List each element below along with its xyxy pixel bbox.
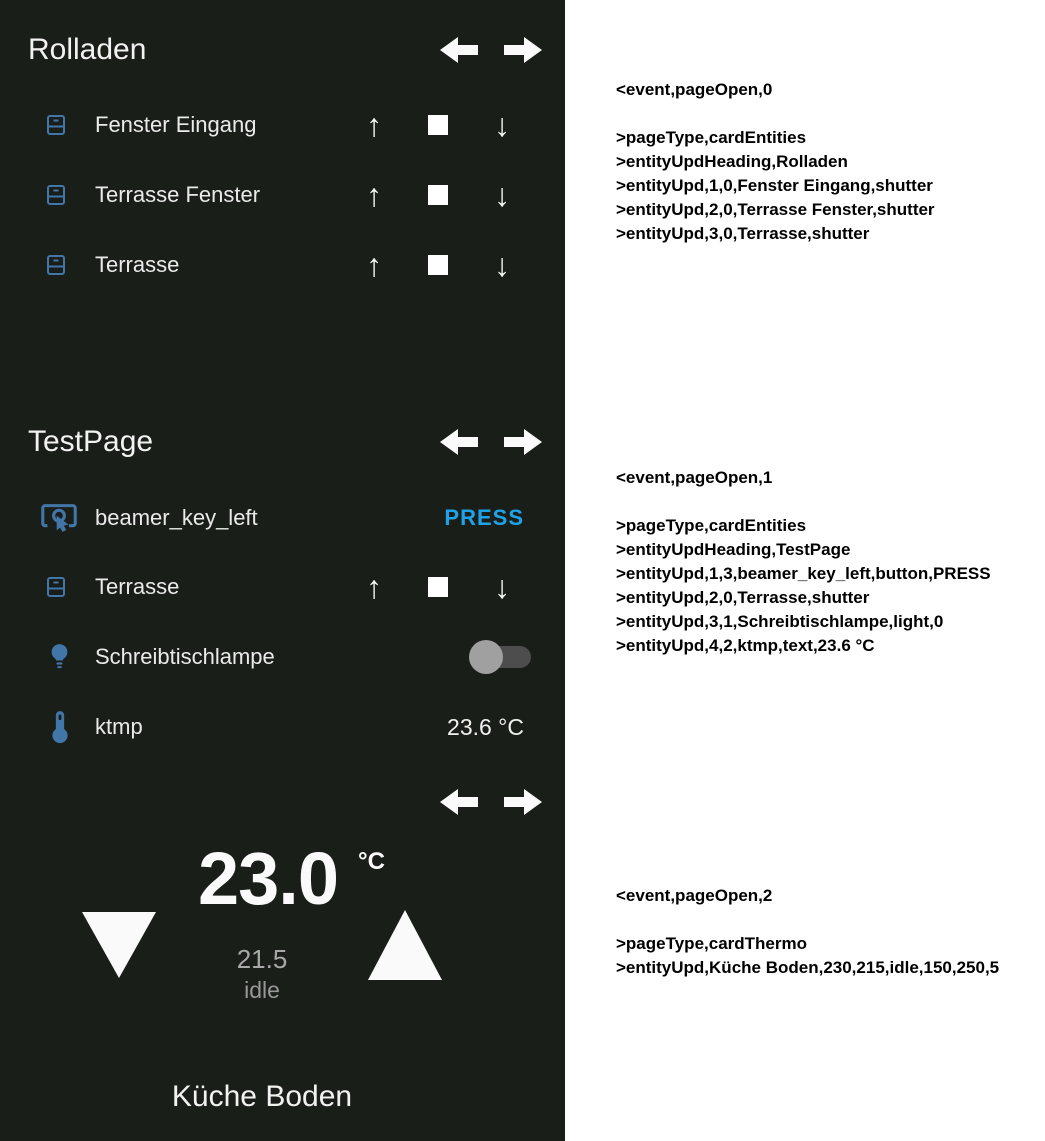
- shutter-up-button[interactable]: ↑: [366, 569, 382, 605]
- lightbulb-icon: [46, 640, 73, 673]
- protocol-line: [616, 102, 935, 126]
- shutter-stop-button[interactable]: [428, 255, 448, 275]
- temperature-unit: °C: [358, 848, 385, 875]
- entity-row: [0, 173, 565, 217]
- protocol-line: >entityUpd,Küche Boden,230,215,idle,150,250,5: [616, 958, 1000, 977]
- arrow-left-icon: [440, 35, 478, 65]
- entity-label: Terrasse: [95, 574, 180, 599]
- protocol-line: [616, 908, 999, 932]
- protocol-line: >entityUpd,1,3,beamer_key_left,button,PRESS: [616, 564, 991, 583]
- protocol-line: <event,pageOpen,1: [616, 468, 773, 487]
- entity-row: [0, 635, 565, 679]
- protocol-line: >pageType,cardEntities: [616, 516, 807, 535]
- protocol-line: >entityUpd,1,0,Fenster Eingang,shutter: [616, 176, 933, 195]
- protocol-line: >entityUpd,3,0,Terrasse,shutter: [616, 224, 870, 243]
- shutter-stop-button[interactable]: [428, 577, 448, 597]
- protocol-line: >pageType,cardThermo: [616, 934, 807, 953]
- toggle-switch[interactable]: [469, 640, 531, 674]
- shutter-icon: [44, 250, 68, 280]
- thermometer-icon: [50, 709, 70, 745]
- shutter-up-button[interactable]: ↑: [366, 107, 382, 143]
- protocol-line: >entityUpd,2,0,Terrasse Fenster,shutter: [616, 200, 935, 219]
- nav-left-button[interactable]: [440, 427, 478, 457]
- protocol-block-page0: [616, 78, 935, 246]
- toggle-knob: [469, 640, 503, 674]
- entity-row: [0, 705, 565, 749]
- nav-right-button[interactable]: [504, 427, 542, 457]
- nav-right-button[interactable]: [504, 787, 542, 817]
- target-temperature: 21.5: [236, 944, 288, 974]
- arrow-left-icon: [440, 787, 478, 817]
- protocol-block-page1: [616, 466, 991, 658]
- protocol-line: >entityUpd,4,2,ktmp,text,23.6 °C: [616, 636, 875, 655]
- thermo-title: Küche Boden: [171, 1080, 353, 1113]
- protocol-line: >entityUpd,3,1,Schreibtischlampe,light,0: [616, 612, 944, 631]
- arrow-right-icon: [504, 35, 542, 65]
- shutter-icon: [44, 110, 68, 140]
- nav-left-button[interactable]: [440, 35, 478, 65]
- gesture-tap-button-icon: [40, 501, 78, 535]
- card-title-testpage: TestPage: [28, 425, 154, 458]
- entity-label: Fenster Eingang: [95, 112, 257, 137]
- shutter-stop-button[interactable]: [428, 115, 448, 135]
- shutter-down-button[interactable]: ↓: [494, 177, 510, 213]
- shutter-stop-button[interactable]: [428, 185, 448, 205]
- entity-label: Schreibtischlampe: [95, 644, 275, 669]
- current-temperature: 23.0: [198, 837, 339, 920]
- nav-left-button[interactable]: [440, 787, 478, 817]
- protocol-line: >entityUpdHeading,TestPage: [616, 540, 851, 559]
- entity-row: [0, 243, 565, 287]
- arrow-right-icon: [504, 427, 542, 457]
- press-button-state[interactable]: PRESS: [444, 505, 524, 530]
- shutter-up-button[interactable]: ↑: [366, 177, 382, 213]
- entity-row: [0, 103, 565, 147]
- protocol-line: <event,pageOpen,2: [616, 886, 773, 905]
- entity-row[interactable]: [0, 496, 565, 540]
- entity-label: beamer_key_left: [95, 505, 258, 530]
- protocol-block-page2: [616, 884, 999, 980]
- shutter-down-button[interactable]: ↓: [494, 107, 510, 143]
- arrow-left-icon: [440, 427, 478, 457]
- hvac-state: idle: [244, 977, 280, 1003]
- nav-right-button[interactable]: [504, 35, 542, 65]
- protocol-line: >entityUpd,2,0,Terrasse,shutter: [616, 588, 870, 607]
- shutter-down-button[interactable]: ↓: [494, 569, 510, 605]
- arrow-right-icon: [504, 787, 542, 817]
- shutter-up-button[interactable]: ↑: [366, 247, 382, 283]
- entity-label: ktmp: [95, 714, 143, 739]
- entity-label: Terrasse: [95, 252, 180, 277]
- temperature-value: 23.6 °C: [447, 714, 524, 740]
- protocol-line: [616, 490, 991, 514]
- entity-row: [0, 565, 565, 609]
- shutter-icon: [44, 572, 68, 602]
- card-title-rolladen: Rolladen: [28, 33, 147, 66]
- shutter-icon: [44, 180, 68, 210]
- entity-label: Terrasse Fenster: [95, 182, 261, 207]
- protocol-line: >entityUpdHeading,Rolladen: [616, 152, 848, 171]
- protocol-line: <event,pageOpen,0: [616, 80, 773, 99]
- protocol-line: >pageType,cardEntities: [616, 128, 807, 147]
- shutter-down-button[interactable]: ↓: [494, 247, 510, 283]
